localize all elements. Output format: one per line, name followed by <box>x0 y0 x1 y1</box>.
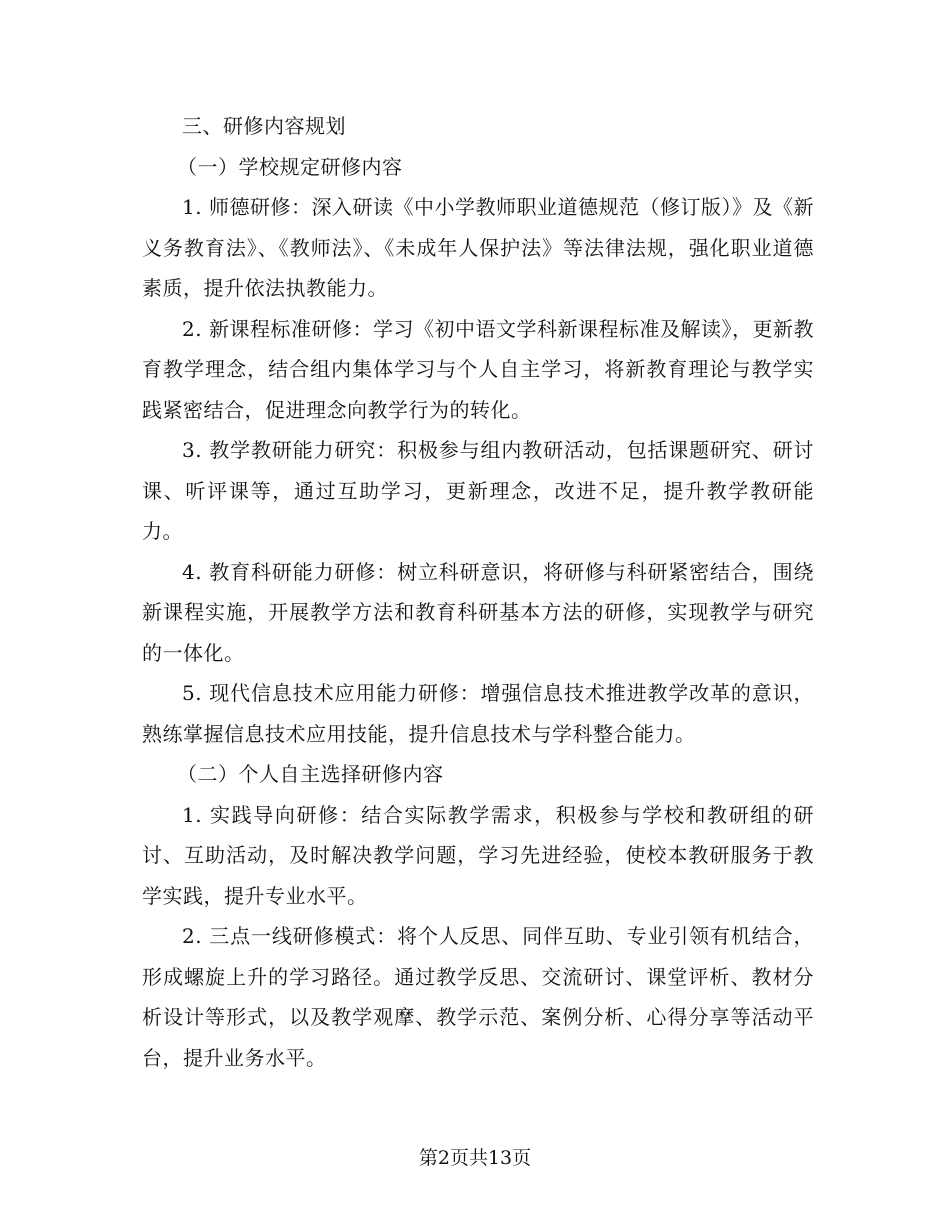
paragraph-item: 1. 实践导向研修：结合实际教学需求，积极参与学校和教研组的研讨、互助活动，及时解决教学问题，学习先进经验，使校本教研服务于教学实践，提升专业水平。 <box>142 802 814 908</box>
page-number: 第2页共13页 <box>418 1147 532 1169</box>
subsection-title-personal: （二）个人自主选择研修内容 <box>177 762 444 786</box>
paragraph-item: 4. 教育科研能力研修：树立科研意识，将研修与科研紧密结合，围绕新课程实施，开展教学方法和教育科研基本方法的研修，实现教学与研究的一体化。 <box>142 559 814 665</box>
paragraph-item: 1. 师德研修：深入研读《中小学教师职业道德规范（修订版）》及《新义务教育法》、《教师法》、《未成年人保护法》等法律法规，强化职业道德素质，提升依法执教能力。 <box>142 195 814 300</box>
paragraph-item: 2. 三点一线研修模式：将个人反思、同伴互助、专业引领有机结合，形成螺旋上升的学习路径。通过教学反思、交流研讨、课堂评析、教材分析设计等形式，以及教学观摩、教学示范、案例分析、心得分享等活动平台，提升业务水平。 <box>142 924 814 1070</box>
paragraph-item: 3. 教学教研能力研究：积极参与组内教研活动，包括课题研究、研讨课、听评课等，通过互助学习，更新理念，改进不足，提升教学教研能力。 <box>142 438 814 543</box>
document-body <box>142 106 814 1078</box>
paragraph-item: 5. 现代信息技术应用能力研修：增强信息技术推进教学改革的意识，熟练掌握信息技术应用技能，提升信息技术与学科整合能力。 <box>142 681 814 746</box>
subsection-title-school: （一）学校规定研修内容 <box>177 154 403 179</box>
section-title: 三、研修内容规划 <box>182 114 346 138</box>
paragraph-item: 2. 新课程标准研修：学习《初中语文学科新课程标准及解读》，更新教育教学理念，结合组内集体学习与个人自主学习，将新教育理论与教学实践紧密结合，促进理念向教学行为的转化。 <box>142 316 814 422</box>
